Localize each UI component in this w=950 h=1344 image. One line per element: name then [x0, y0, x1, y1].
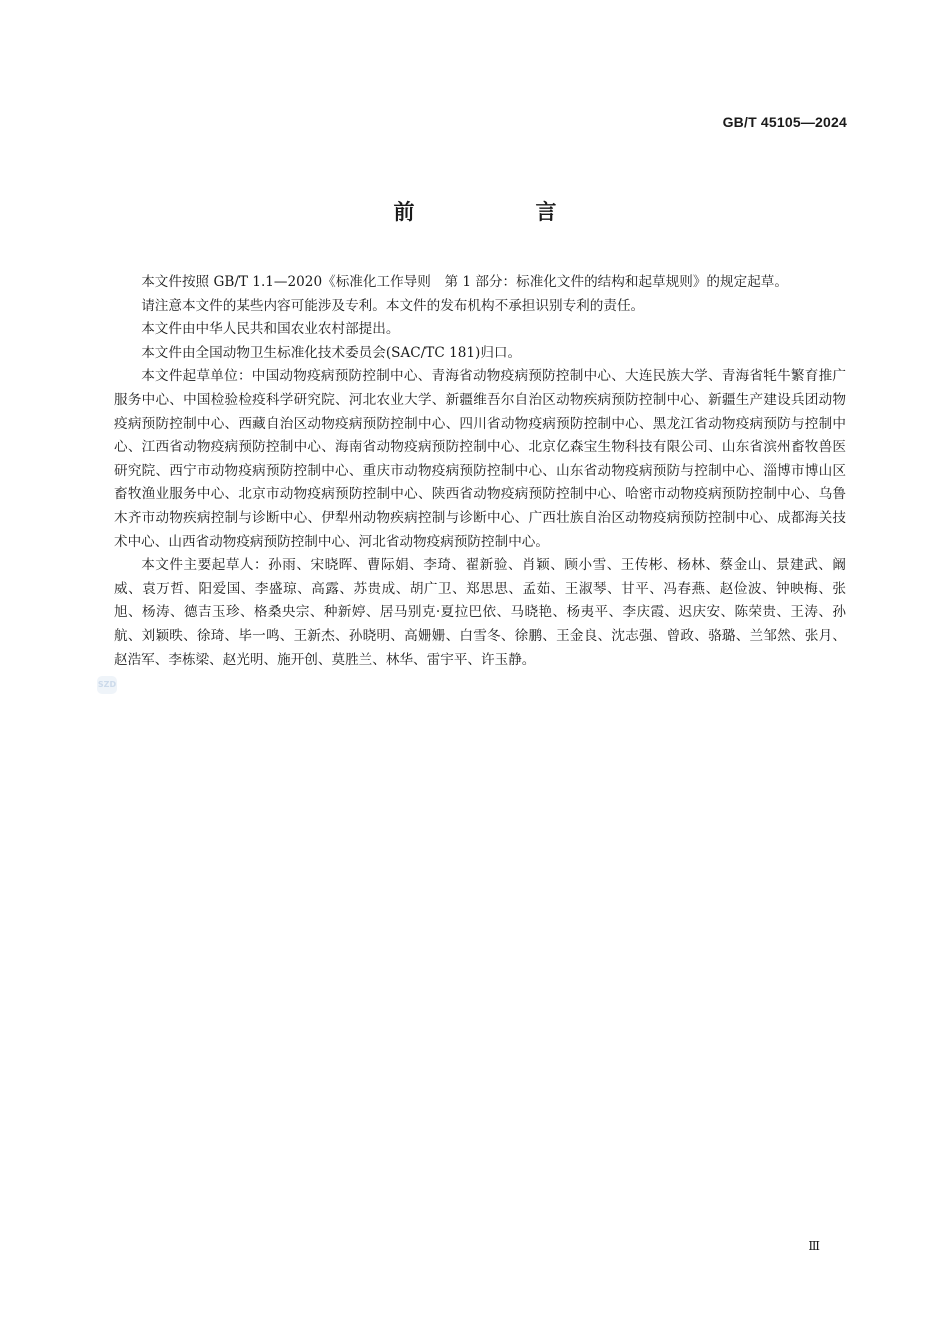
standard-code: GB/T 45105—2024: [722, 114, 847, 130]
document-body: [114, 271, 846, 672]
paragraph-committee: 本文件由全国动物卫生标准化技术委员会(SAC/TC 181)归口。: [141, 344, 522, 361]
watermark-logo-icon: SZD: [97, 676, 117, 694]
paragraph-drafting-rules: 本文件按照 GB/T 1.1—2020《标准化工作导则 第 1 部分：标准化文件的结构和起草规则》的规定起草。: [141, 274, 788, 290]
paragraph-drafting-units: 本文件起草单位：中国动物疫病预防控制中心、青海省动物疫病预防控制中心、大连民族大学、青海省牦牛繁育推广服务中心、中国检验检疫科学研究院、河北农业大学、新疆维吾尔自治区动物疾病预防控制中心、新疆生产建设兵团动物疫病预防控制中心、西藏自治区动物疫病预防控制中心、四川省动物疫病预防控制中心、黑龙江省动物疫病预防与控制中心、江西省动物疫病预防控制中心、海南省动物疫病预防控制中心、北京亿森宝生物科技有限公司、山东省滨州畜牧兽医研究院、西宁市动物疫病预防控制中心、重庆市动物疫病预防控制中心、山东省动物疫病预防与控制中心、淄博市博山区畜牧渔业服务中心、北京市动物疫病预防控制中心、陕西省动物疫病预防控制中心、哈密市动物疫病预防控制中心、乌鲁木齐市动物疾病控制与诊断中心、伊犁州动物疾病控制与诊断中心、广西壮族自治区动物疫病预防控制中心、成都海关技术中心、山西省动物疫病预防控制中心、河北省动物疫病预防控制中心。: [114, 368, 846, 550]
page-number: Ⅲ: [808, 1239, 819, 1253]
paragraph-drafters: 本文件主要起草人：孙雨、宋晓晖、曹际娟、李琦、翟新验、肖颖、顾小雪、王传彬、杨林、蔡金山、景建武、阚威、袁万哲、阳爱国、李盛琼、高露、苏贵成、胡广卫、郑思思、孟茹、王淑琴、甘平、冯春燕、赵俭波、钟映梅、张旭、杨涛、德吉玉珍、格桑央宗、种新婷、居马别克·夏拉巴依、马晓艳、杨夷平、李庆霞、迟庆安、陈荣贵、王涛、孙航、刘颖昳、徐琦、毕一鸣、王新杰、孙晓明、高姗姗、白雪冬、徐鹏、王金良、沈志强、曾政、骆璐、兰邹然、张月、赵浩军、李栋梁、赵光明、施开创、莫胜兰、林华、雷宇平、许玉静。: [114, 557, 846, 668]
paragraph-patent-notice: 请注意本文件的某些内容可能涉及专利。本文件的发布机构不承担识别专利的责任。: [141, 297, 645, 314]
page-title: 前 言: [393, 200, 607, 224]
paragraph-proposer: 本文件由中华人民共和国农业农村部提出。: [141, 321, 400, 338]
